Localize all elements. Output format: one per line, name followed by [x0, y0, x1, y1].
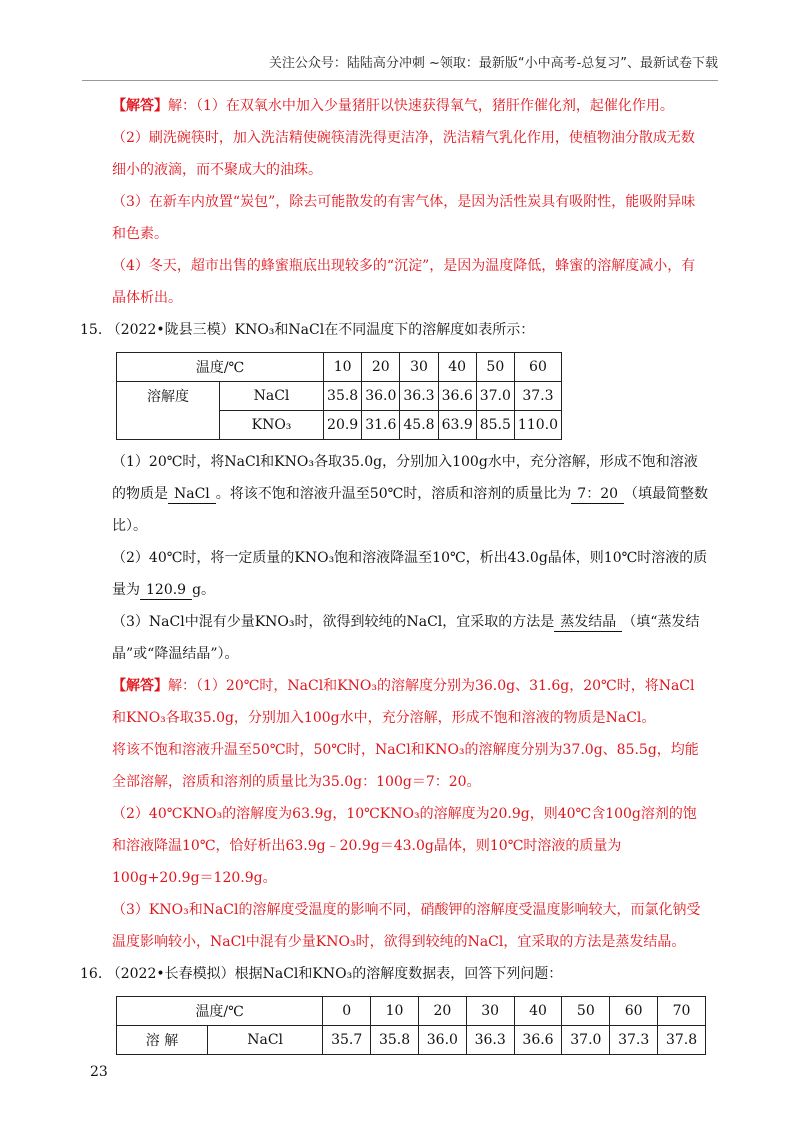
table-cell: 40	[514, 997, 562, 1026]
table-cell: 0	[323, 997, 371, 1026]
table-cell: 37.0	[476, 382, 514, 411]
table-cell: 36.0	[362, 382, 400, 411]
table-cell: 37.8	[658, 1026, 706, 1055]
question15-sub1: （1）20℃时，将NaCl和KNO₃各取35.0g，分别加入100g水中，充分溶解，形成不饱和溶液的物质是 NaCl 。将该不饱和溶液升温至50℃时，溶质和溶剂的质量比为 7：20 （填最简整数比）。	[112, 454, 709, 534]
table-cell: 37.3	[610, 1026, 658, 1055]
table-cell: NaCl	[220, 382, 324, 411]
answer-tag: 【解答】	[112, 98, 168, 114]
solubility-table-16	[116, 996, 706, 1055]
table-cell: 20.9	[324, 411, 362, 440]
table-cell: 85.5	[476, 411, 514, 440]
answer-blank: NaCl	[168, 485, 216, 504]
table-cell: 35.7	[323, 1026, 371, 1055]
table-cell: 36.3	[400, 382, 438, 411]
answer-blank: 7：20	[571, 485, 624, 504]
table-row-group: 溶解度	[117, 382, 220, 440]
table-cell: 37.3	[514, 382, 561, 411]
table-row	[117, 382, 562, 411]
answer14-p4: （4）冬天，超市出售的蜂蜜瓶底出现较多的“沉淀”，是因为温度降低，蜂蜜的溶解度减小，有晶体析出。	[112, 258, 696, 306]
answer-blank: 蒸发结晶	[554, 613, 622, 632]
table-header-cell: 温度/℃	[117, 353, 324, 382]
table-cell: 45.8	[400, 411, 438, 440]
table-cell: 50	[476, 353, 514, 382]
question16-stem: 16. （2022•长春模拟）根据NaCl和KNO₃的溶解度数据表，回答下列问题：	[80, 966, 563, 982]
table-cell: 36.6	[438, 382, 476, 411]
table-cell: 63.9	[438, 411, 476, 440]
table-cell: 60	[514, 353, 561, 382]
question15-stem: 15. （2022•陇县三模）KNO₃和NaCl在不同温度下的溶解度如表所示：	[80, 322, 535, 338]
table-cell: 35.8	[324, 382, 362, 411]
answer14-p3: （3）在新车内放置“炭包”，除去可能散发的有害气体，是因为活性炭具有吸附性，能吸附异味和色素。	[112, 194, 696, 242]
table-cell: 30	[400, 353, 438, 382]
table-cell: 110.0	[514, 411, 561, 440]
table-cell: 10	[324, 353, 362, 382]
table-row	[117, 353, 562, 382]
question-number: 15.	[80, 322, 103, 338]
table-row	[117, 1026, 706, 1055]
answer14-p1: 【解答】解：（1）在双氧水中加入少量猪肝以快速获得氧气，猪肝作催化剂，起催化作用。	[112, 98, 674, 114]
table-cell: 10	[371, 997, 419, 1026]
answer-tag: 【解答】	[112, 678, 168, 694]
table-cell: 31.6	[362, 411, 400, 440]
table-cell: 36.3	[466, 1026, 514, 1055]
answer14-p2: （2）刷洗碗筷时，加入洗洁精使碗筷清洗得更洁净，洗洁精气乳化作用，使植物油分散成无数细小的液滴，而不聚成大的油珠。	[112, 130, 695, 178]
solubility-table-15	[116, 352, 562, 440]
question-number: 16.	[80, 966, 103, 982]
header-divider	[82, 80, 718, 81]
table-cell: 36.0	[418, 1026, 466, 1055]
table-cell: 35.8	[371, 1026, 419, 1055]
answer-blank: 120.9	[140, 581, 192, 600]
page-content	[80, 90, 709, 1061]
page-number: 23	[90, 1064, 108, 1080]
table-row	[117, 997, 706, 1026]
table-cell: 60	[610, 997, 658, 1026]
question15-sub2: （2）40℃时，将一定质量的KNO₃饱和溶液降温至10℃，析出43.0g晶体，则10℃时溶液的质量为 120.9 g。	[112, 550, 708, 598]
table-cell: 37.0	[562, 1026, 610, 1055]
table-cell: KNO₃	[220, 411, 324, 440]
page-header: 关注公众号：陆陆高分冲刺 ~领取：最新版“小中高考-总复习”、最新试卷下载	[268, 56, 718, 71]
answer15-p3: （2）40℃KNO₃的溶解度为63.9g，10℃KNO₃的溶解度为20.9g，则40℃含100g溶剂的饱和溶液降温10℃，恰好析出63.9g﹣20.9g＝43.0g晶体，则10℃时溶液的质量为100g+20.9g＝120.9g。	[112, 806, 697, 886]
table-cell: 20	[418, 997, 466, 1026]
table-cell: 20	[362, 353, 400, 382]
question15-sub3: （3）NaCl中混有少量KNO₃时，欲得到较纯的NaCl，宜采取的方法是 蒸发结晶 （填“蒸发结晶”或“降温结晶”）。	[112, 614, 700, 662]
table-cell: NaCl	[208, 1026, 323, 1055]
table-cell: 70	[658, 997, 706, 1026]
answer15-p4: （3）KNO₃和NaCl的溶解度受温度的影响不同，硝酸钾的溶解度受温度影响较大，而氯化钠受温度影响较小，NaCl中混有少量KNO₃时，欲得到较纯的NaCl，宜采取的方法是蒸发结晶。	[112, 902, 701, 950]
table-cell: 50	[562, 997, 610, 1026]
table-cell: 40	[438, 353, 476, 382]
table-row-group: 溶 解	[117, 1026, 208, 1055]
table-cell: 36.6	[514, 1026, 562, 1055]
answer15-p1: 【解答】解：（1）20℃时，NaCl和KNO₃的溶解度分别为36.0g、31.6g，20℃时，将NaCl和KNO₃各取35.0g，分别加入100g水中，充分溶解，形成不饱和溶液的物质是NaCl。	[112, 678, 695, 726]
table-header-cell: 温度/℃	[117, 997, 323, 1026]
answer15-p2: 将该不饱和溶液升温至50℃时，50℃时，NaCl和KNO₃的溶解度分别为37.0g、85.5g，均能全部溶解，溶质和溶剂的质量比为35.0g：100g＝7：20。	[112, 742, 699, 790]
table-cell: 30	[466, 997, 514, 1026]
